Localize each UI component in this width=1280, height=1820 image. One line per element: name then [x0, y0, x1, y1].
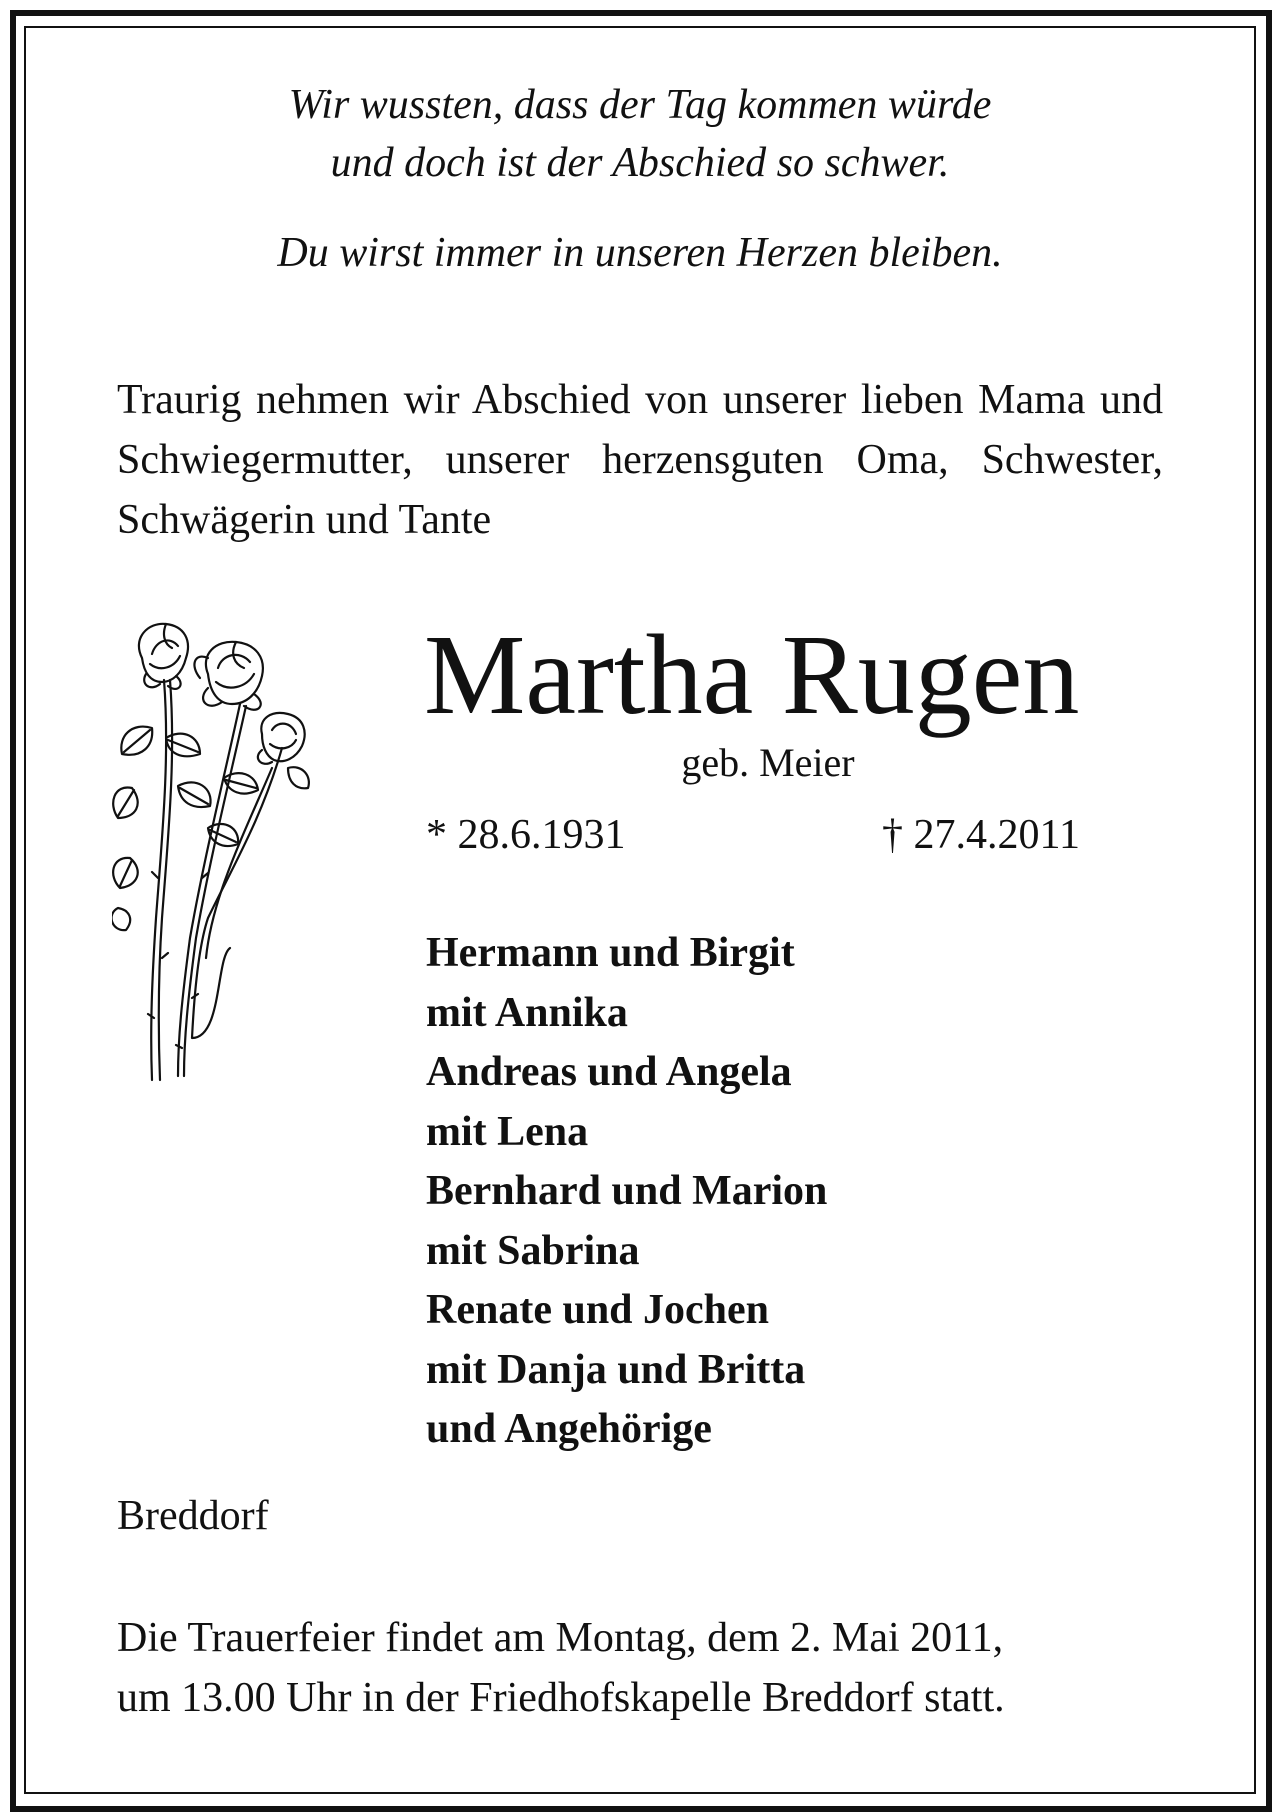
mourner-line: mit Sabrina — [426, 1227, 640, 1274]
mourners-list — [426, 924, 827, 1460]
mourner-line: Renate und Jochen — [426, 1287, 770, 1333]
ceremony-info — [117, 1608, 1005, 1728]
quote-line-2: und doch ist der Abschied so schwer. — [330, 140, 950, 186]
mourner-line: mit Danja und Britta — [426, 1346, 806, 1393]
deceased-name: Martha Rugen — [424, 611, 1080, 738]
birth-date: * 28.6.1931 — [426, 812, 626, 858]
quote-closing-line: Du wirst immer in unseren Herzen bleiben. — [277, 230, 1003, 276]
roses-illustration-icon — [112, 618, 342, 1088]
mourner-line: mit Lena — [426, 1108, 589, 1155]
intro-text: Traurig nehmen wir Abschied von unserer lieben Mama und Schwiegermutter, unserer herzensguten Oma, Schwester, Schwägerin und Tante — [117, 377, 1163, 543]
mourner-line: und Angehörige — [426, 1406, 712, 1452]
mourner-line: mit Annika — [426, 989, 628, 1036]
closing-quote — [0, 224, 1280, 282]
mourner-line: Hermann und Birgit — [426, 930, 795, 976]
death-date: † 27.4.2011 — [882, 812, 1080, 858]
birth-name: geb. Meier — [681, 740, 855, 785]
mourner-line: Andreas und Angela — [426, 1049, 792, 1095]
ceremony-line-1: Die Trauerfeier findet am Montag, dem 2. Mai 2011, — [117, 1615, 1004, 1661]
mourner-line: Bernhard und Marion — [426, 1168, 828, 1214]
quote-line-1: Wir wussten, dass der Tag kommen würde — [288, 82, 992, 128]
ceremony-line-2: um 13.00 Uhr in der Friedhofskapelle Breddorf statt. — [117, 1675, 1005, 1721]
opening-quote — [0, 76, 1280, 192]
place-name: Breddorf — [117, 1493, 269, 1539]
